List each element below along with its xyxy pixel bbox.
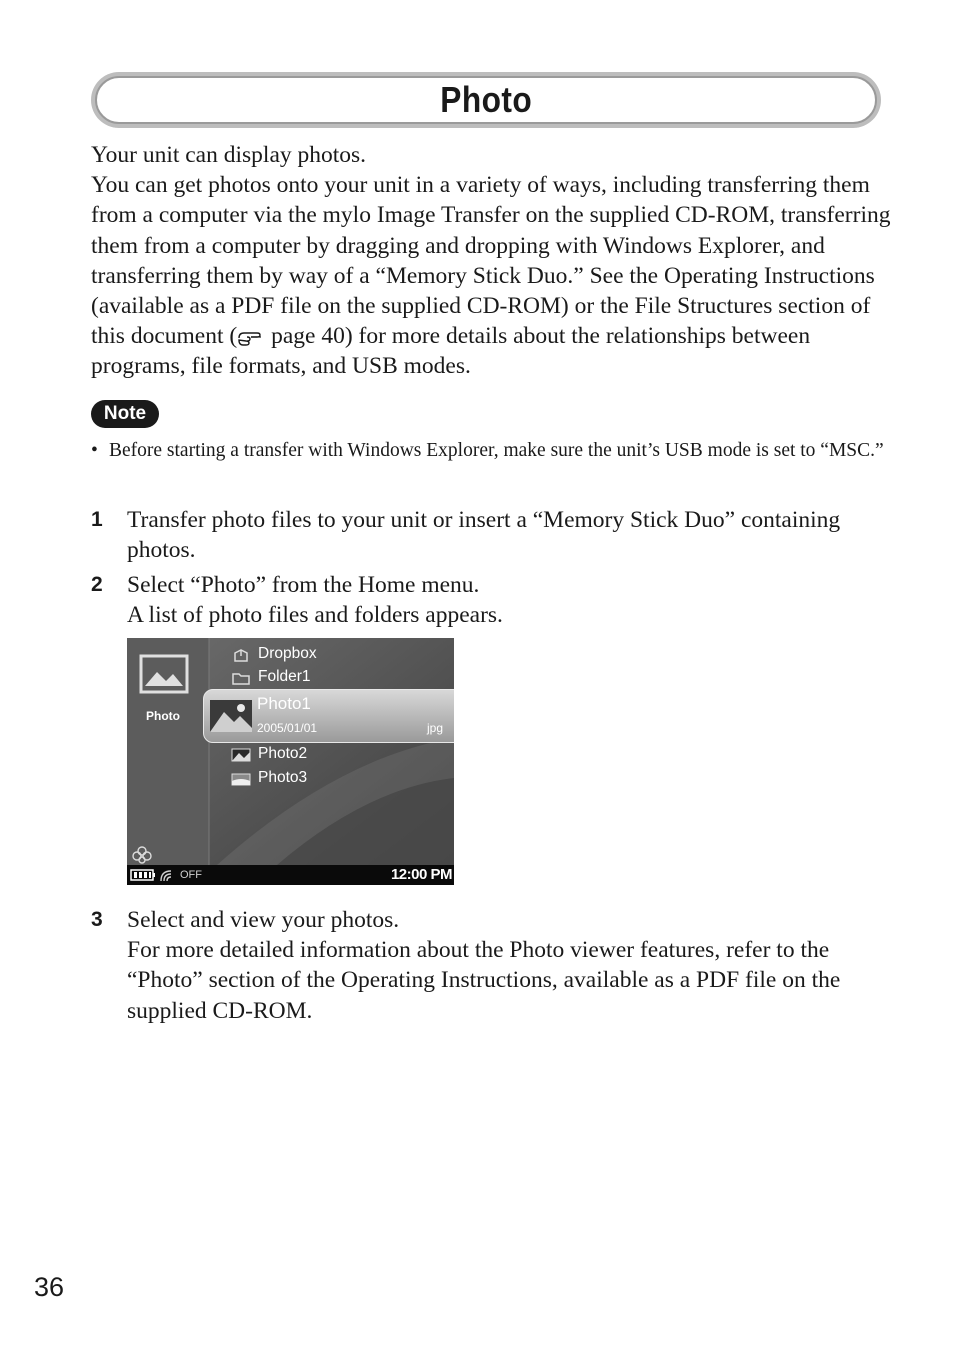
intro-section	[91, 140, 891, 382]
step-detail: A list of photo files and folders appears.	[127, 602, 503, 629]
photo-thumbnail-icon	[231, 771, 251, 787]
selected-item-extension: jpg	[427, 721, 444, 735]
step-text: Select “Photo” from the Home menu.	[127, 572, 480, 598]
note-text: Before starting a transfer with Windows Explorer, make sure the unit’s USB mode is set to “MSC.”	[109, 440, 884, 461]
note-item	[91, 437, 891, 464]
list-item-label: Folder1	[258, 668, 311, 685]
selected-item-date: 2005/01/01	[257, 721, 318, 735]
intro-text-before-ref: You can get photos onto your unit in a variety of ways, including transferring them from a computer via the mylo Image Transfer on the supplied CD-ROM, transferring them from a computer by dragging and dropping with Windows Explorer, and transferring them by way of a “Memory Stick Duo.” See the Operating Instructions (available as a PDF file on the supplied CD-ROM) or the File Structures section of this document (	[91, 172, 891, 350]
step-text: Transfer photo files to your unit or insert a “Memory Stick Duo” containing photos.	[127, 507, 841, 564]
title-bar	[91, 72, 881, 128]
flower-icon	[132, 846, 152, 864]
bullet-marker: •	[91, 440, 98, 461]
dropbox-icon	[231, 647, 251, 663]
list-item-label: Photo2	[258, 745, 308, 762]
step-number: 2	[91, 573, 103, 596]
home-category-label: Photo	[146, 709, 180, 723]
step-text: Select and view your photos.	[127, 907, 400, 933]
page-title: Photo	[440, 79, 532, 120]
selected-item-name: Photo1	[257, 694, 311, 713]
clock-time: 12:00 PM	[390, 866, 452, 883]
photo-thumbnail-icon	[231, 747, 251, 763]
intro-line: Your unit can display photos.	[91, 142, 367, 168]
device-screenshot	[127, 638, 454, 885]
step-1	[91, 505, 881, 565]
note-badge: Note	[91, 400, 159, 428]
pointing-hand-icon	[237, 326, 265, 346]
wifi-icon	[159, 869, 177, 883]
step-number: 1	[91, 508, 103, 531]
picture-icon	[139, 654, 189, 694]
intro-text-after-ref: page 40) for more details about the relationships between programs, file formats, and USB modes.	[91, 323, 811, 380]
step-3	[91, 905, 881, 1026]
status-bar	[127, 865, 454, 885]
wifi-status-label: OFF	[180, 869, 202, 881]
battery-icon	[130, 869, 156, 881]
step-number: 3	[91, 908, 103, 931]
title-frame	[95, 76, 877, 124]
step-detail: For more detailed information about the Photo viewer features, refer to the “Photo” section of the Operating Instructions, available as a PDF file on the supplied CD-ROM.	[127, 937, 841, 1024]
step-2	[91, 570, 881, 630]
selected-list-item-photo1[interactable]	[203, 689, 454, 743]
list-item-label: Photo3	[258, 769, 308, 786]
page-number: 36	[34, 1272, 65, 1302]
list-item-label: Dropbox	[258, 645, 317, 662]
photo-thumbnail-icon	[210, 700, 252, 732]
folder-icon	[231, 670, 251, 686]
intro-paragraph	[91, 170, 891, 381]
